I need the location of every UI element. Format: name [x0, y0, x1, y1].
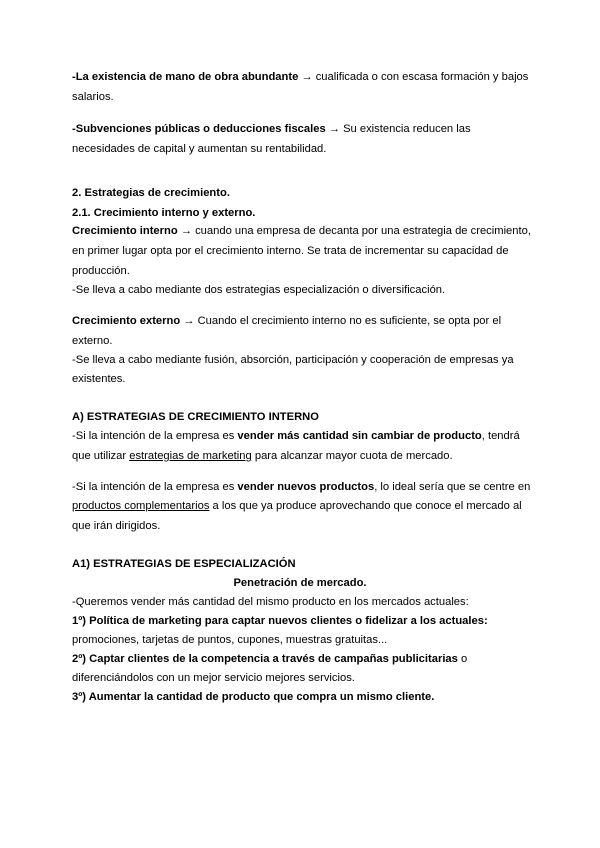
a2-line3: que irán dirigidos.: [72, 520, 161, 532]
item2-rest: o: [457, 653, 468, 665]
item1-line2: promociones, tarjetas de puntos, cupones, muestras gratuitas...: [72, 634, 388, 646]
heading-2-1: [72, 206, 255, 220]
item1-line1: [72, 614, 488, 628]
heading-a1-text: A1) ESTRATEGIAS DE ESPECIALIZACIÓN: [72, 558, 296, 570]
a2-line2: [72, 499, 522, 513]
item2-line1: [72, 652, 467, 666]
heading-2-1-text: 2.1. Crecimiento interno y externo.: [72, 207, 256, 219]
a2-underlined: productos complementarios: [72, 500, 210, 512]
a1-line2: [72, 449, 453, 463]
penetracion-text: Penetración de mercado.: [233, 577, 367, 589]
a1-l2post: para alcanzar mayor cuota de mercado.: [251, 450, 453, 462]
heading-2: [72, 186, 230, 200]
externo-line2: externo.: [72, 335, 113, 347]
p2-rest: → Su existencia reducen las: [325, 123, 471, 135]
interno-line4: -Se lleva a cabo mediante dos estrategias especialización o diversificación.: [72, 284, 446, 296]
p2-line2: necesidades de capital y aumentan su rentabilidad.: [72, 143, 327, 155]
a1-l2pre: que utilizar: [72, 450, 130, 462]
a1-pre: -Si la intención de la empresa es: [72, 430, 238, 442]
item1-bold: 1º) Política de marketing para captar nuevos clientes o fidelizar a los actuales:: [72, 615, 488, 627]
p2-line1: [72, 122, 471, 136]
item2-bold: 2º) Captar clientes de la competencia a través de campañas publicitarias: [72, 653, 458, 665]
a2-l2post: a los que ya produce aprovechando que conoce el mercado al: [209, 500, 522, 512]
item3-bold: 3º) Aumentar la cantidad de producto que compra un mismo cliente.: [72, 691, 435, 703]
a2-pre: -Si la intención de la empresa es: [72, 481, 238, 493]
interno-bold: Crecimiento interno: [72, 225, 178, 237]
a2-bold: vender nuevos productos: [237, 481, 375, 493]
externo-line3: -Se lleva a cabo mediante fusión, absorción, participación y cooperación de empresas ya: [72, 354, 514, 366]
p1-rest: → cualificada o con escasa formación y bajos: [298, 71, 529, 83]
interno-rest: → cuando una empresa de decanta por una estrategia de crecimiento,: [177, 225, 531, 237]
heading-a1: [72, 557, 296, 571]
p1-bold: -La existencia de mano de obra abundante: [72, 71, 299, 83]
interno-line3: producción.: [72, 265, 130, 277]
a1-post: , tendrá: [481, 430, 520, 442]
a2-line1: [72, 480, 530, 494]
heading-a: [72, 410, 319, 424]
externo-line4: existentes.: [72, 373, 126, 385]
heading-2-text: 2. Estrategias de crecimiento.: [72, 187, 230, 199]
externo-bold: Crecimiento externo: [72, 315, 181, 327]
p1-line1: [72, 70, 528, 84]
p2-bold: -Subvenciones públicas o deducciones fiscales: [72, 123, 326, 135]
interno-line2: en primer lugar opta por el crecimiento interno. Se trata de incrementar su capacidad de: [72, 245, 509, 257]
externo-rest: → Cuando el crecimiento interno no es suficiente, se opta por el: [180, 315, 502, 327]
heading-a-text: A) ESTRATEGIAS DE CRECIMIENTO INTERNO: [72, 411, 319, 423]
externo-line1: [72, 314, 501, 328]
pen-intro: -Queremos vender más cantidad del mismo producto en los mercados actuales:: [72, 596, 469, 608]
item2-line2: diferenciándolos con un mejor servicio mejores servicios.: [72, 672, 355, 684]
a1-underlined: estrategias de marketing: [129, 450, 252, 462]
interno-line1: [72, 224, 531, 238]
p1-line2: salarios.: [72, 91, 114, 103]
a2-post: , lo ideal sería que se centre en: [374, 481, 531, 493]
a1-bold: vender más cantidad sin cambiar de producto: [237, 430, 482, 442]
penetracion-heading: [0, 576, 600, 590]
item3-line1: [72, 690, 434, 704]
a1-line1: [72, 429, 520, 443]
